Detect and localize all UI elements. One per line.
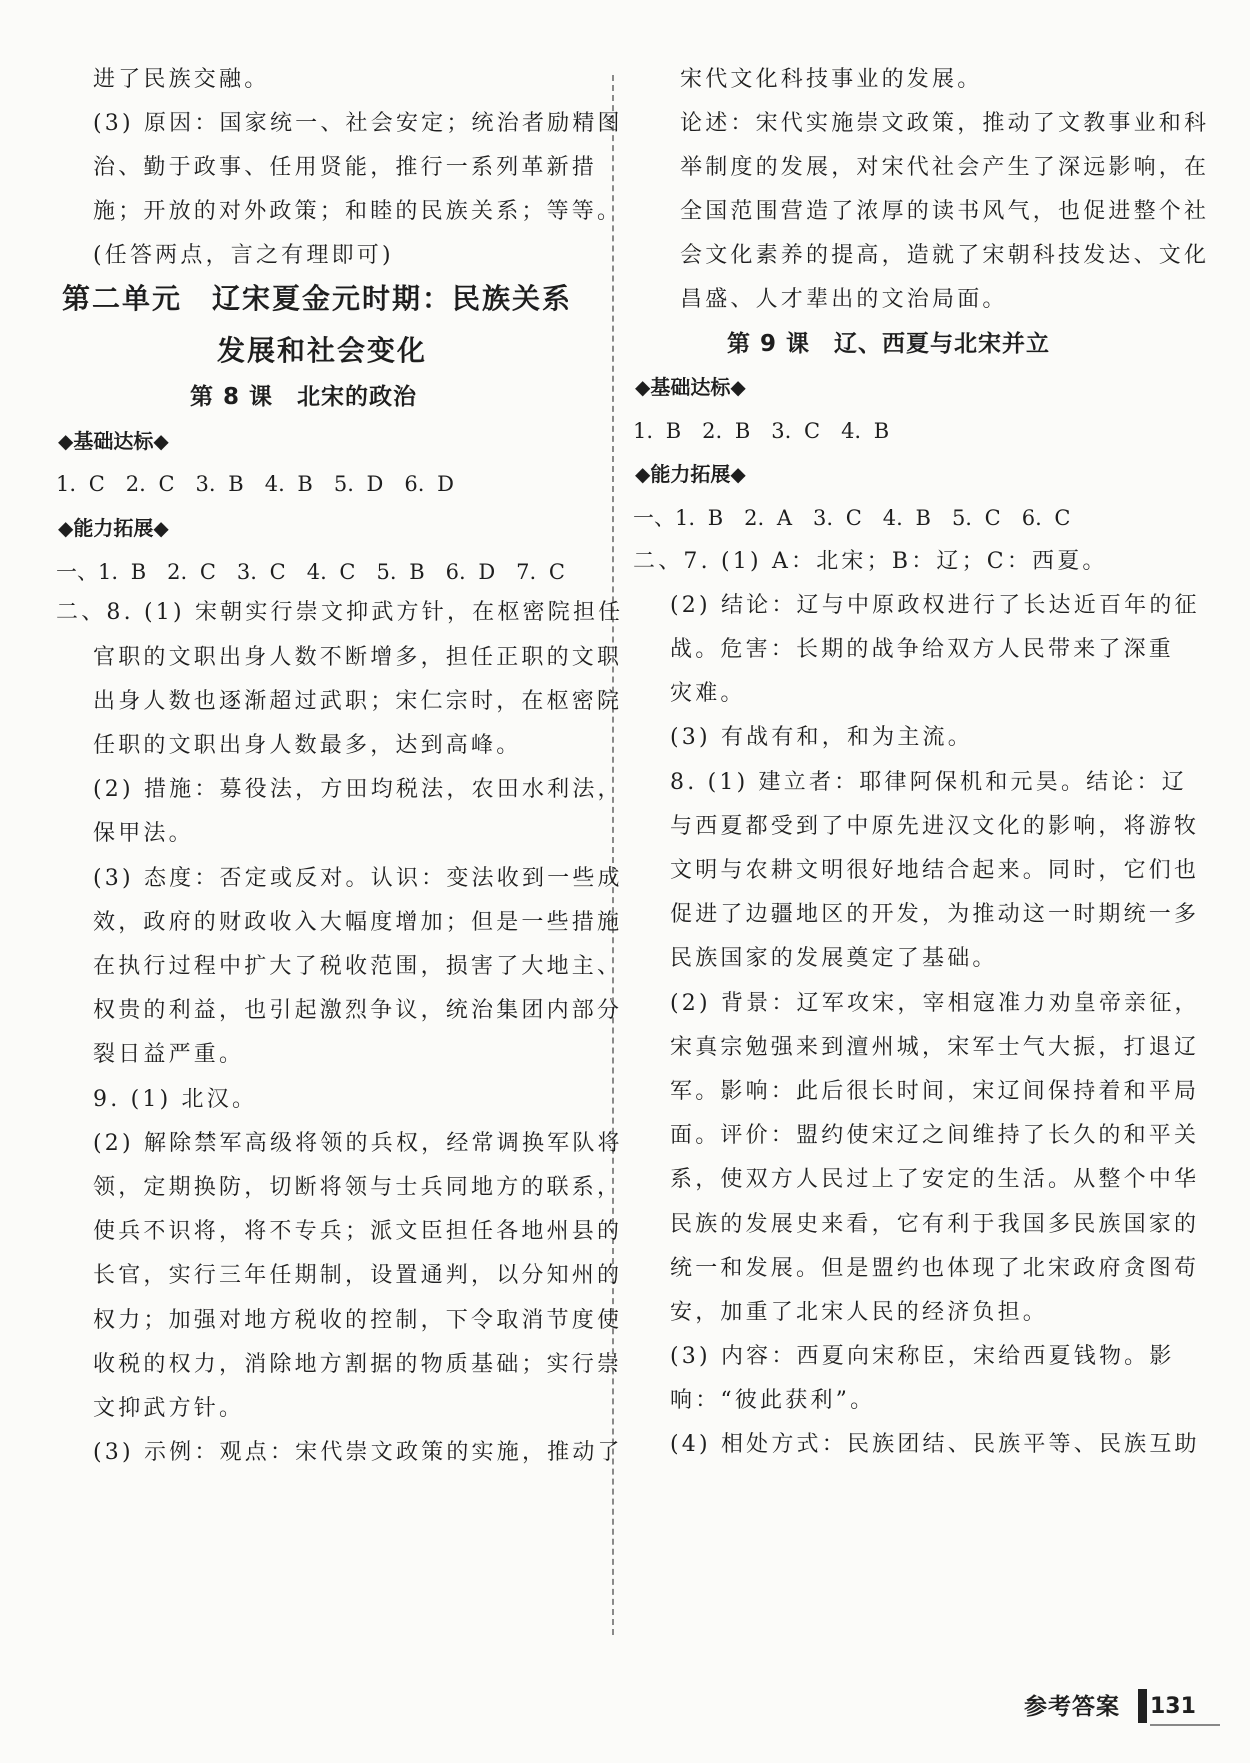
basic-answers: 1. C 2. C 3. B 4. B 5. D 6. D [56,472,454,496]
text-line: 收税的权力，消除地方割据的物质基础；实行崇 [93,1352,623,1377]
page-number: 131 [1150,1694,1196,1719]
text-line: 灾难。 [670,681,746,706]
text-line: 官职的文职出身人数不断增多，担任正职的文职 [93,645,623,670]
unit-title-line2: 发展和社会变化 [217,334,428,367]
text-line: 文抑武方针。 [93,1396,245,1421]
text-line: 出身人数也逐渐超过武职；宋仁宗时，在枢密院 [93,689,623,714]
text-line: 响：“彼此获利”。 [670,1388,876,1413]
text-line: 8. (1) 建立者：耶律阿保机和元昊。结论：辽 [670,770,1187,795]
text-line: (3) 有战有和，和为主流。 [670,725,973,750]
text-line: (2) 结论：辽与中原政权进行了长达近百年的征 [670,593,1200,618]
section-heading-ability: ◆能力拓展◆ [635,462,746,486]
text-line: 效，政府的财政收入大幅度增加；但是一些措施 [93,910,623,935]
section-heading-ability: ◆能力拓展◆ [58,516,169,540]
footer-bar [1138,1689,1147,1723]
text-line: 施；开放的对外政策；和睦的民族关系；等等。 [93,199,623,224]
text-line: (2) 背景：辽军攻宋，宰相寇准力劝皇帝亲征， [670,991,1200,1016]
text-line: 与西夏都受到了中原先进汉文化的影响，将游牧 [670,814,1200,839]
text-line: (任答两点，言之有理即可) [93,243,394,268]
text-line: (2) 解除禁军高级将领的兵权，经常调换军队将 [93,1131,623,1156]
lesson-title: 第 9 课 辽、西夏与北宋并立 [727,331,1051,357]
text-line: 裂日益严重。 [93,1042,245,1067]
section-heading-basic: ◆基础达标◆ [58,429,169,453]
text-line: 战。危害：长期的战争给双方人民带来了深重 [670,637,1175,662]
footer-rule [1150,1724,1220,1726]
text-line: 领，定期换防，切断将领与士兵同地方的联系， [93,1175,623,1200]
text-line: 长官，实行三年任期制，设置通判，以分知州的 [93,1263,623,1288]
text-line: (4) 相处方式：民族团结、民族平等、民族互助 [670,1432,1200,1457]
text-line: 面。评价：盟约使宋辽之间维持了长久的和平关 [670,1123,1200,1148]
text-line: 举制度的发展，对宋代社会产生了深远影响，在 [680,155,1210,180]
text-line: (3) 原因：国家统一、社会安定；统治者励精图 [93,111,623,136]
unit-title-line1: 第二单元 辽宋夏金元时期：民族关系 [62,282,573,315]
lesson-title: 第 8 课 北宋的政治 [190,384,418,410]
text-line: 保甲法。 [93,821,194,846]
text-line: 文明与农耕文明很好地结合起来。同时，它们也 [670,858,1200,883]
text-line: 权贵的利益，也引起激烈争议，统治集团内部分 [93,998,623,1023]
text-line: 进了民族交融。 [93,67,270,92]
text-line: 民族的发展史来看，它有利于我国多民族国家的 [670,1212,1200,1237]
text-line: (3) 示例：观点：宋代崇文政策的实施，推动了 [93,1440,623,1465]
ability-answers: 一、1. B 2. A 3. C 4. B 5. C 6. C [633,506,1071,530]
text-line: 二、7. (1) A：北宋；B：辽；C：西夏。 [633,549,1108,574]
text-line: 权力；加强对地方税收的控制，下令取消节度使 [93,1308,623,1333]
text-line: 军。影响：此后很长时间，宋辽间保持着和平局 [670,1079,1200,1104]
text-line: 民族国家的发展奠定了基础。 [670,946,998,971]
column-divider [612,75,614,1635]
text-line: 统一和发展。但是盟约也体现了北宋政府贪图苟 [670,1256,1200,1281]
text-line: 宋真宗勉强来到澶州城，宋军士气大振，打退辽 [670,1035,1200,1060]
text-line: 论述：宋代实施崇文政策，推动了文教事业和科 [680,111,1210,136]
text-line: 9. (1) 北汉。 [93,1087,258,1112]
text-line: 促进了边疆地区的开发，为推动这一时期统一多 [670,902,1200,927]
text-line: 二、8. (1) 宋朝实行崇文抑武方针，在枢密院担任 [56,600,624,625]
text-line: (2) 措施：募役法，方田均税法，农田水利法， [93,777,623,802]
text-line: 系，使双方人民过上了安定的生活。从整个中华 [670,1167,1200,1192]
text-line: 在执行过程中扩大了税收范围，损害了大地主、 [93,954,623,979]
footer-label: 参考答案 [1024,1694,1120,1720]
basic-answers: 1. B 2. B 3. C 4. B [633,419,890,443]
text-line: (3) 内容：西夏向宋称臣，宋给西夏钱物。影 [670,1344,1175,1369]
text-line: 昌盛、人才辈出的文治局面。 [680,287,1008,312]
ability-answers: 一、1. B 2. C 3. C 4. C 5. B 6. D 7. C [56,560,565,584]
text-line: 治、勤于政事、任用贤能，推行一系列革新措 [93,155,598,180]
text-line: (3) 态度：否定或反对。认识：变法收到一些成 [93,866,623,891]
text-line: 安，加重了北宋人民的经济负担。 [670,1300,1049,1325]
section-heading-basic: ◆基础达标◆ [635,375,746,399]
text-line: 任职的文职出身人数最多，达到高峰。 [93,733,522,758]
text-line: 会文化素养的提高，造就了宋朝科技发达、文化 [680,243,1210,268]
text-line: 全国范围营造了浓厚的读书风气，也促进整个社 [680,199,1210,224]
text-line: 使兵不识将，将不专兵；派文臣担任各地州县的 [93,1219,623,1244]
text-line: 宋代文化科技事业的发展。 [680,67,983,92]
